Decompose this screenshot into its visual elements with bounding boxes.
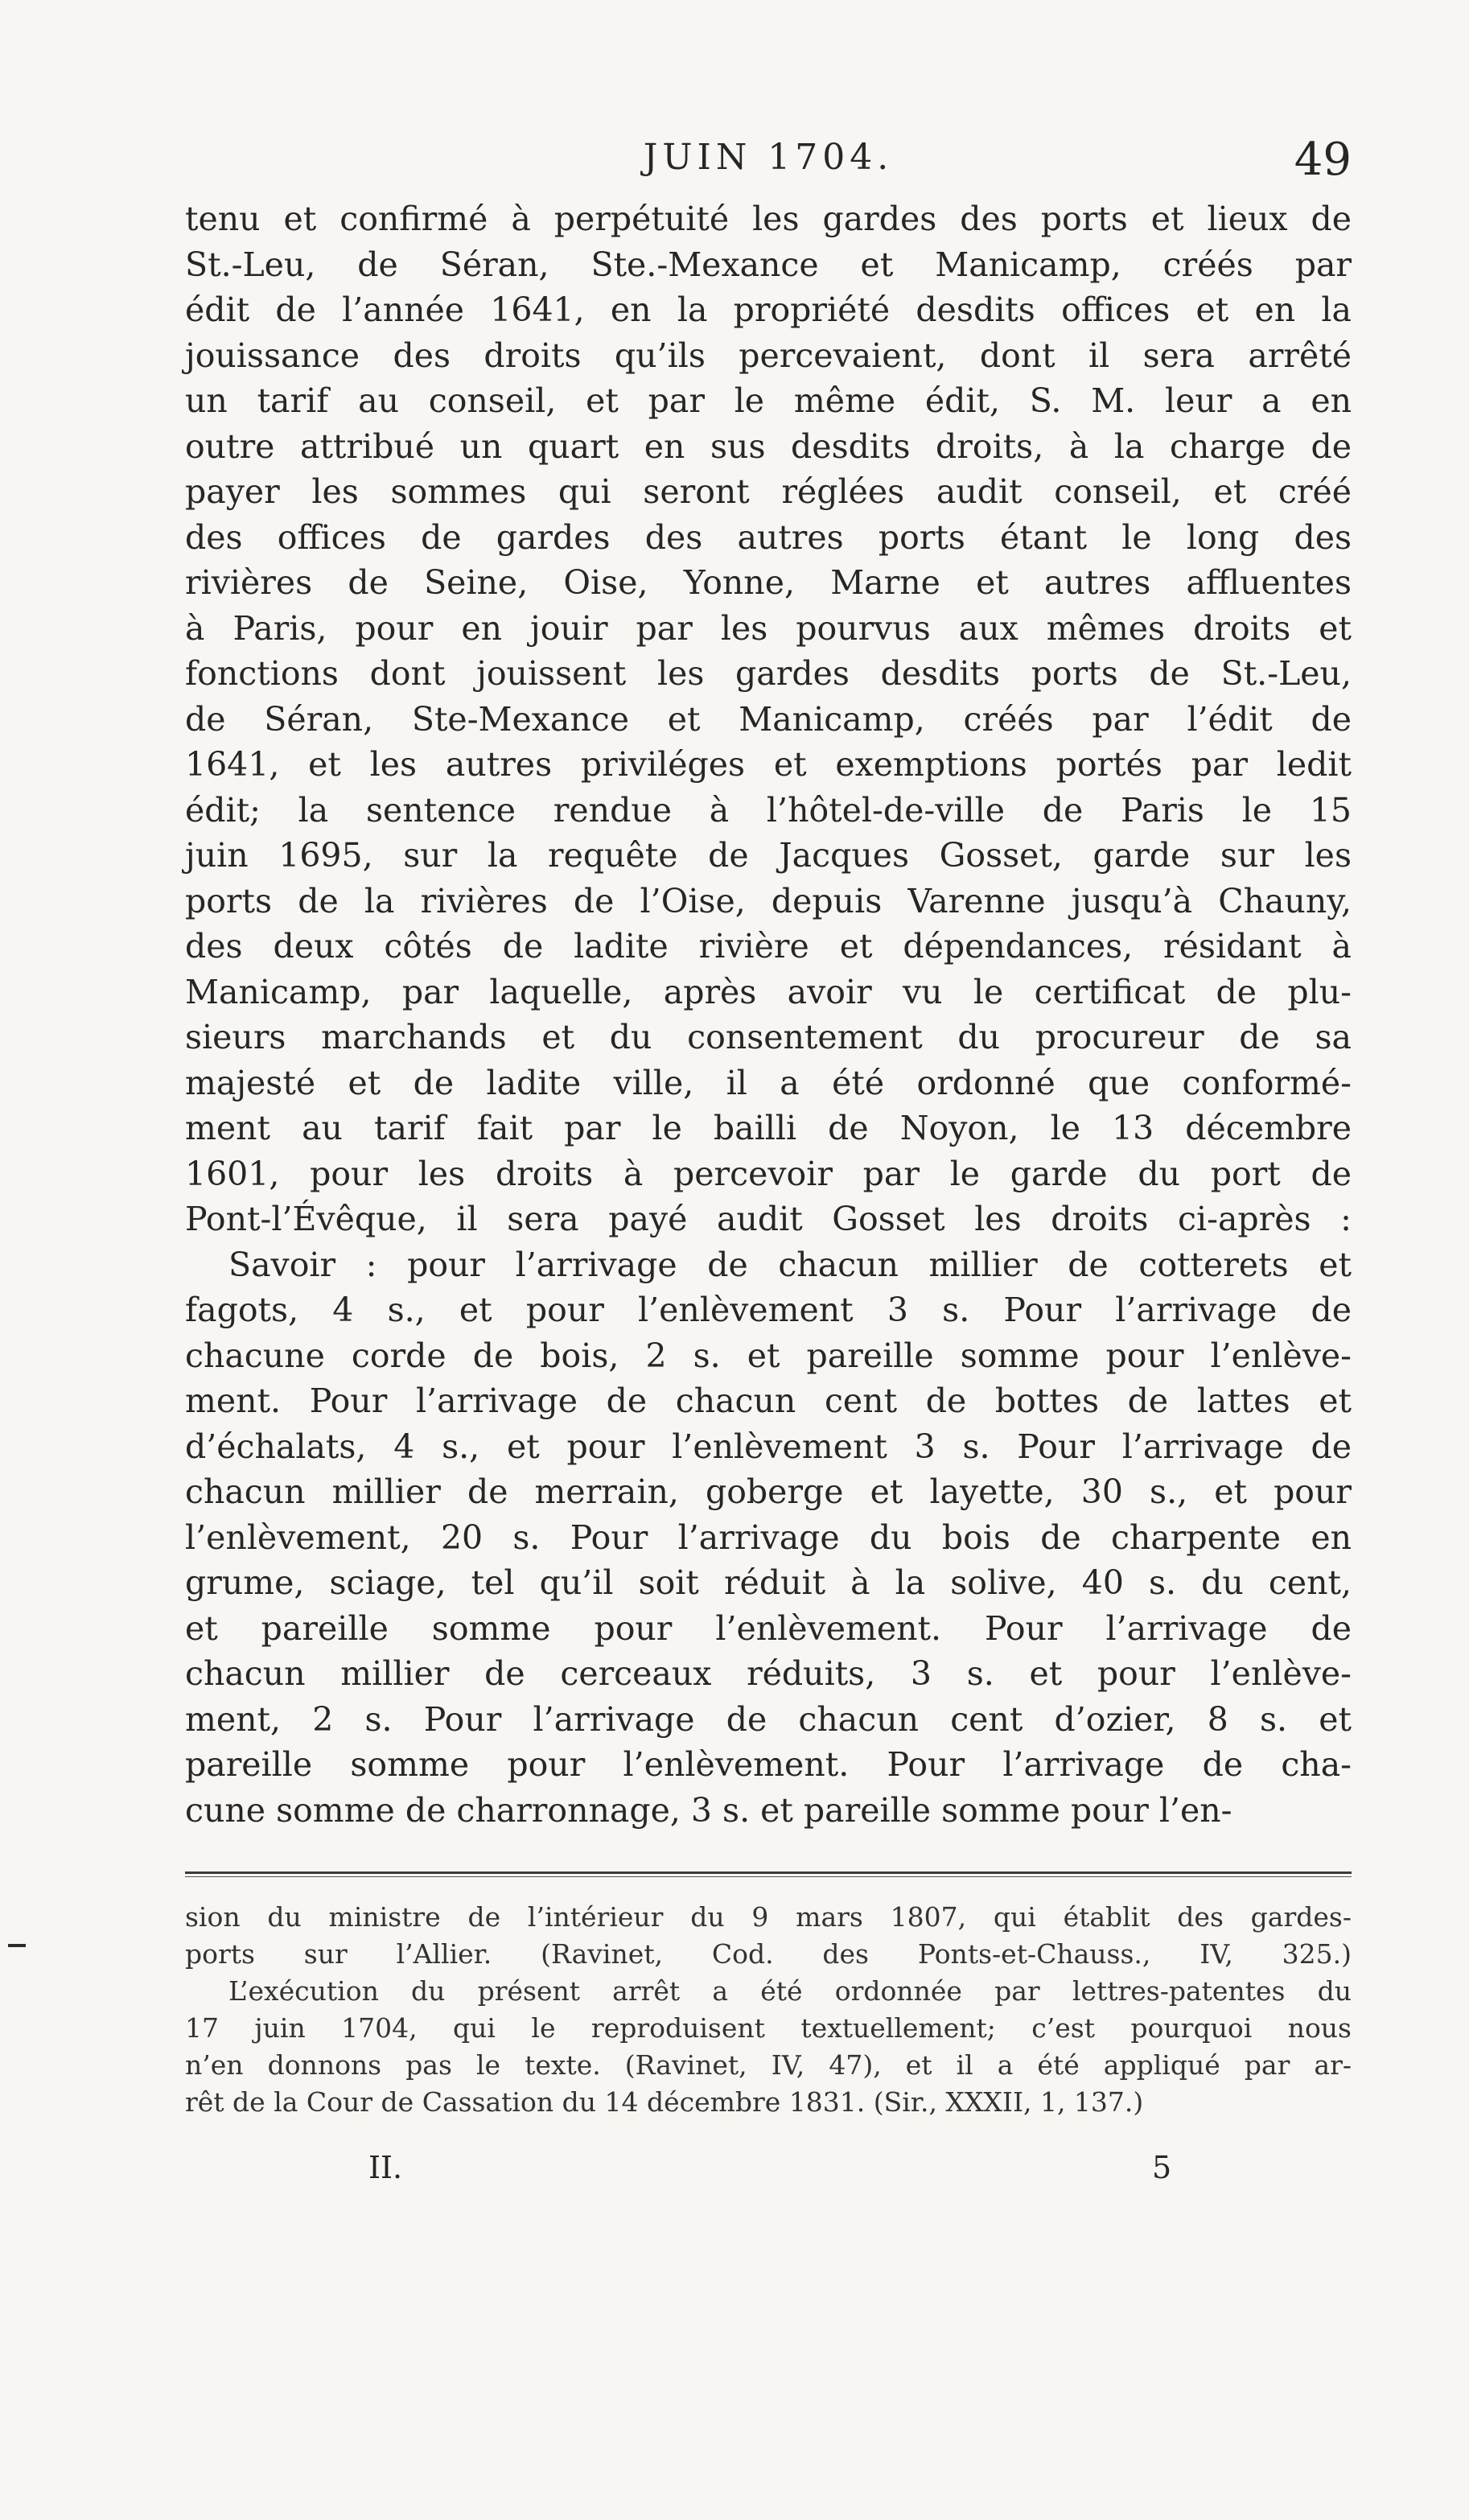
text-line: fonctions dont jouissent les gardes desdits ports de St.-Leu, bbox=[185, 654, 1352, 693]
text-line: à Paris, pour en jouir par les pourvus aux mêmes droits et bbox=[185, 608, 1352, 648]
text-line: cune somme de charronnage, 3 s. et pareille somme pour l’en- bbox=[185, 1790, 1232, 1830]
text-line: tenu et confirmé à perpétuité les gardes des ports et lieux de bbox=[185, 200, 1352, 238]
text-line: ment au tarif fait par le bailli de Noyon, le 13 décembre bbox=[185, 1109, 1352, 1147]
text-line: ports de la rivières de l’Oise, depuis Varenne jusqu’à Chauny, bbox=[185, 881, 1352, 920]
text-line: 1641, et les autres priviléges et exemptions portés par ledit bbox=[185, 745, 1352, 784]
divider-thin-line bbox=[185, 1876, 1352, 1877]
running-title: JUIN 1704. bbox=[643, 137, 894, 178]
text-line: de Séran, Ste-Mexance et Manicamp, créés par l’édit de bbox=[185, 699, 1352, 739]
text-line: St.-Leu, de Séran, Ste.-Mexance et Manicamp, créés par bbox=[185, 245, 1352, 284]
text-line: chacune corde de bois, 2 s. et pareille somme pour l’enlève- bbox=[185, 1336, 1352, 1375]
text-line: jouissance des droits qu’ils percevaient, dont il sera arrêté bbox=[185, 336, 1352, 375]
text-line: juin 1695, sur la requête de Jacques Gosset, garde sur les bbox=[185, 836, 1352, 875]
text-line: majesté et de ladite ville, il a été ordonné que conformé- bbox=[185, 1063, 1352, 1102]
text-line: des offices de gardes des autres ports étant le long des bbox=[185, 517, 1352, 557]
text-line: des deux côtés de ladite rivière et dépendances, résidant à bbox=[185, 927, 1352, 966]
text-line: d’échalats, 4 s., et pour l’enlèvement 3 s. Pour l’arrivage de bbox=[185, 1427, 1352, 1466]
sheet-number: 5 bbox=[1152, 2150, 1172, 2185]
main-text bbox=[185, 196, 1352, 1833]
text-line: et pareille somme pour l’enlèvement. Pour l’arrivage de bbox=[185, 1608, 1352, 1648]
text-line: rivières de Seine, Oise, Yonne, Marne et autres affluentes bbox=[185, 563, 1352, 602]
text-line: pareille somme pour l’enlèvement. Pour l’arrivage de cha- bbox=[185, 1745, 1352, 1784]
text-line: chacun millier de merrain, goberge et layette, 30 s., et pour bbox=[185, 1472, 1352, 1511]
page-number: 49 bbox=[1294, 134, 1352, 186]
footnote-line: L’exécution du présent arrêt a été ordonnée par lettres-patentes du bbox=[228, 1975, 1352, 2007]
text-line: payer les sommes qui seront réglées audit conseil, et créé bbox=[185, 472, 1352, 511]
text-line: Savoir : pour l’arrivage de chacun millier de cotterets et bbox=[228, 1245, 1352, 1284]
text-line: fagots, 4 s., et pour l’enlèvement 3 s. Pour l’arrivage de bbox=[185, 1291, 1352, 1329]
footnote-line: n’en donnons pas le texte. (Ravinet, IV, 47), et il a été appliqué par ar- bbox=[185, 2049, 1352, 2081]
text-line: 1601, pour les droits à percevoir par le garde du port de bbox=[185, 1154, 1352, 1193]
margin-mark bbox=[8, 1944, 26, 1947]
footnote-divider bbox=[185, 1871, 1352, 1876]
signature-mark: II. bbox=[368, 2150, 403, 2185]
text-line: un tarif au conseil, et par le même édit, S. M. leur a en bbox=[185, 381, 1352, 420]
footnote-line: sion du ministre de l’intérieur du 9 mars 1807, qui établit des gardes- bbox=[185, 1901, 1352, 1933]
text-line: Manicamp, par laquelle, après avoir vu le certificat de plu- bbox=[185, 972, 1352, 1011]
text-line: ment, 2 s. Pour l’arrivage de chacun cent d’ozier, 8 s. et bbox=[185, 1699, 1352, 1739]
footnote-line: ports sur l’Allier. (Ravinet, Cod. des Ponts-et-Chauss., IV, 325.) bbox=[185, 1938, 1352, 1970]
divider-thick-line bbox=[185, 1871, 1352, 1874]
text-line: sieurs marchands et du consentement du procureur de sa bbox=[185, 1018, 1352, 1056]
text-line: ment. Pour l’arrivage de chacun cent de bottes de lattes et bbox=[185, 1381, 1352, 1420]
text-line: Pont-l’Évêque, il sera payé audit Gosset les droits ci-après : bbox=[185, 1200, 1352, 1238]
footnote-line: rêt de la Cour de Cassation du 14 décembre 1831. (Sir., XXXII, 1, 137.) bbox=[185, 2086, 1144, 2118]
text-line: grume, sciage, tel qu’il soit réduit à la solive, 40 s. du cent, bbox=[185, 1563, 1352, 1602]
text-line: chacun millier de cerceaux réduits, 3 s. et pour l’enlève- bbox=[185, 1654, 1352, 1693]
text-line: édit; la sentence rendue à l’hôtel-de-ville de Paris le 15 bbox=[185, 790, 1352, 830]
text-line: outre attribué un quart en sus desdits droits, à la charge de bbox=[185, 426, 1352, 466]
page-header bbox=[185, 129, 1352, 185]
text-line: édit de l’année 1641, en la propriété desdits offices et en la bbox=[185, 290, 1352, 329]
text-line: l’enlèvement, 20 s. Pour l’arrivage du bois de charpente en bbox=[185, 1517, 1352, 1557]
footnote-line: 17 juin 1704, qui le reproduisent textuellement; c’est pourquoi nous bbox=[185, 2012, 1352, 2044]
footnote bbox=[185, 1899, 1352, 2121]
